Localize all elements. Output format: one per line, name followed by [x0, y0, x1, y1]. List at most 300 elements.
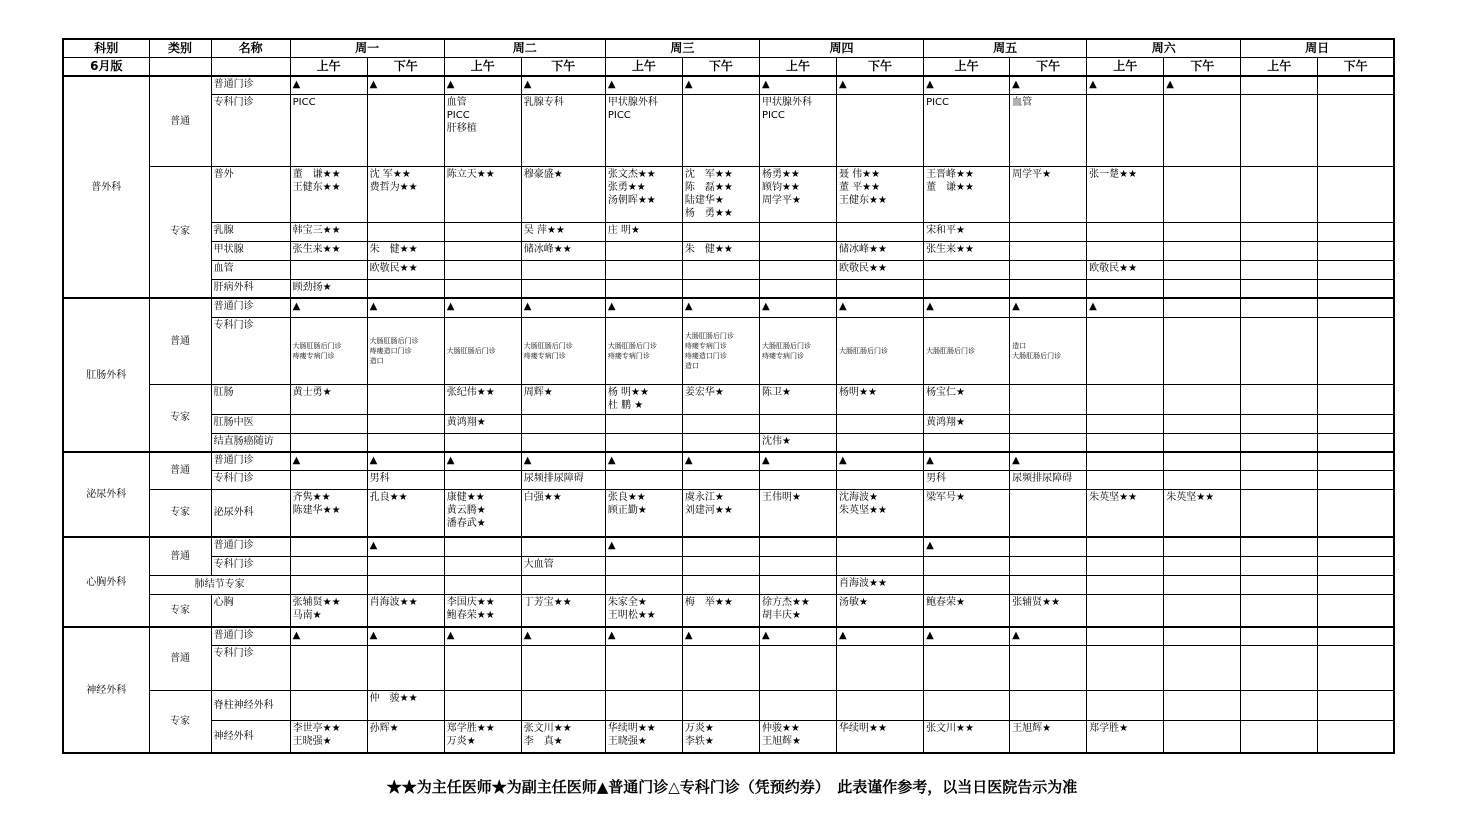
schedule-cell-am: 李国庆★★ 鲍春荣★★ — [444, 594, 521, 627]
schedule-cell-pm — [1318, 537, 1394, 556]
clinic-name: 乳腺 — [211, 222, 290, 241]
schedule-cell-pm — [521, 279, 605, 298]
schedule-cell-pm — [1010, 690, 1087, 720]
header-am: 上午 — [1087, 57, 1164, 76]
header-blank — [211, 57, 290, 76]
schedule-cell-am — [759, 279, 836, 298]
schedule-cell-pm — [1318, 433, 1394, 452]
schedule-cell-am — [1241, 470, 1318, 489]
schedule-cell-pm: ▲ — [521, 298, 605, 317]
schedule-cell-am — [759, 241, 836, 260]
schedule-cell-pm: ▲ — [367, 627, 444, 645]
schedule-cell-pm: 沈 军★★ 陈 磊★★ 陆建华★ 杨 勇★★ — [682, 166, 759, 222]
schedule-cell-am — [290, 556, 367, 575]
schedule-cell-am — [1087, 279, 1164, 298]
department-name: 肛肠外科 — [63, 298, 149, 452]
header-dept: 科别 — [63, 39, 149, 57]
schedule-cell-pm — [1010, 384, 1087, 414]
schedule-cell-pm — [1164, 470, 1241, 489]
schedule-cell-am: 杨勇★★ 顾钧★★ 周学平★ — [759, 166, 836, 222]
schedule-cell-pm — [367, 575, 444, 594]
schedule-cell-pm: 大肠肛肠后门诊 痔瘘专病门诊 痔瘘造口门诊 造口 — [682, 317, 759, 384]
schedule-cell-pm — [367, 94, 444, 166]
schedule-cell-pm — [1318, 489, 1394, 537]
schedule-cell-pm — [682, 645, 759, 690]
schedule-cell-am — [759, 537, 836, 556]
schedule-cell-am — [1087, 690, 1164, 720]
schedule-cell-am: 甲状腺外科 PICC — [605, 94, 682, 166]
schedule-cell-am — [1241, 645, 1318, 690]
schedule-cell-am: ▲ — [924, 76, 1010, 94]
schedule-cell-pm — [1164, 556, 1241, 575]
schedule-cell-am — [1087, 645, 1164, 690]
schedule-cell-am: 黄鸿翔★ — [924, 414, 1010, 433]
schedule-cell-pm — [521, 537, 605, 556]
schedule-cell-am: 大肠肛肠后门诊 痔瘘专病门诊 — [605, 317, 682, 384]
schedule-cell-pm: 梅 举★★ — [682, 594, 759, 627]
schedule-cell-am: 杨 明★★ 杜 鹏 ★ — [605, 384, 682, 414]
schedule-cell-am — [924, 645, 1010, 690]
header-day: 周二 — [444, 39, 605, 57]
schedule-cell-am — [1241, 298, 1318, 317]
schedule-cell-am: ▲ — [924, 537, 1010, 556]
schedule-cell-am — [1087, 317, 1164, 384]
schedule-cell-am — [290, 470, 367, 489]
schedule-cell-am — [759, 645, 836, 690]
outpatient-schedule-table — [62, 38, 1395, 754]
schedule-cell-pm: ▲ — [521, 452, 605, 470]
schedule-cell-pm — [1318, 222, 1394, 241]
schedule-cell-pm — [1318, 575, 1394, 594]
clinic-name: 普通门诊 — [211, 452, 290, 470]
schedule-cell-am: ▲ — [924, 627, 1010, 645]
schedule-cell-am — [1241, 94, 1318, 166]
schedule-cell-pm: 肖海波★★ — [837, 575, 924, 594]
schedule-cell-am — [605, 279, 682, 298]
schedule-cell-pm — [1318, 94, 1394, 166]
schedule-cell-pm — [367, 279, 444, 298]
schedule-cell-am: ▲ — [605, 452, 682, 470]
header-day: 周三 — [605, 39, 759, 57]
schedule-cell-pm — [1318, 279, 1394, 298]
clinic-name: 神经外科 — [211, 720, 290, 753]
schedule-cell-am: 男科 — [924, 470, 1010, 489]
schedule-cell-am — [759, 556, 836, 575]
schedule-cell-am — [444, 690, 521, 720]
schedule-cell-pm: 大血管 — [521, 556, 605, 575]
schedule-cell-am: ▲ — [605, 537, 682, 556]
schedule-cell-am — [290, 537, 367, 556]
schedule-cell-pm: 朱英坚★★ — [1164, 489, 1241, 537]
schedule-cell-am — [444, 433, 521, 452]
clinic-name: 普外 — [211, 166, 290, 222]
schedule-cell-pm: 大肠肛肠后门诊 痔瘘造口门诊 造口 — [367, 317, 444, 384]
schedule-cell-am — [759, 260, 836, 279]
schedule-cell-pm — [1164, 627, 1241, 645]
category-name: 专家 — [149, 594, 211, 627]
schedule-cell-am: ▲ — [759, 298, 836, 317]
schedule-cell-am: 康健★★ 黄云腾★ 潘春武★ — [444, 489, 521, 537]
clinic-name: 专科门诊 — [211, 556, 290, 575]
schedule-cell-pm — [1164, 690, 1241, 720]
category-name: 专家 — [149, 690, 211, 753]
header-am: 上午 — [444, 57, 521, 76]
schedule-cell-pm — [1318, 384, 1394, 414]
schedule-cell-am — [1087, 537, 1164, 556]
schedule-cell-am — [1087, 575, 1164, 594]
schedule-cell-am — [924, 433, 1010, 452]
clinic-name: 甲状腺 — [211, 241, 290, 260]
header-pm: 下午 — [367, 57, 444, 76]
schedule-cell-am — [1087, 241, 1164, 260]
schedule-cell-pm — [682, 575, 759, 594]
schedule-cell-am — [1087, 556, 1164, 575]
schedule-cell-pm: ▲ — [682, 452, 759, 470]
schedule-cell-am: 陈卫★ — [759, 384, 836, 414]
header-am: 上午 — [1241, 57, 1318, 76]
schedule-cell-pm — [521, 433, 605, 452]
schedule-cell-pm — [682, 433, 759, 452]
schedule-cell-am: 李世亭★★ 王晓强★ — [290, 720, 367, 753]
schedule-cell-pm — [1318, 76, 1394, 94]
schedule-cell-am — [605, 690, 682, 720]
schedule-cell-pm — [1010, 222, 1087, 241]
schedule-cell-pm — [1164, 537, 1241, 556]
schedule-cell-pm — [1318, 594, 1394, 627]
schedule-cell-pm — [837, 470, 924, 489]
schedule-cell-am — [1241, 241, 1318, 260]
version-label: 6月版 — [63, 57, 149, 76]
schedule-cell-am — [1241, 556, 1318, 575]
schedule-cell-am — [444, 575, 521, 594]
schedule-cell-am — [1087, 433, 1164, 452]
schedule-cell-am: 庄 明★ — [605, 222, 682, 241]
schedule-cell-am: 张纪伟★★ — [444, 384, 521, 414]
clinic-name: 泌尿外科 — [211, 489, 290, 537]
schedule-cell-pm — [1010, 537, 1087, 556]
schedule-cell-am: PICC — [290, 94, 367, 166]
header-blank — [149, 57, 211, 76]
schedule-cell-pm: 万炎★ 李轶★ — [682, 720, 759, 753]
schedule-cell-pm — [682, 222, 759, 241]
schedule-cell-pm: 聂 伟★★ 董 平★★ 王健东★★ — [837, 166, 924, 222]
schedule-cell-am — [924, 556, 1010, 575]
schedule-cell-pm — [367, 222, 444, 241]
schedule-cell-pm: 孙辉★ — [367, 720, 444, 753]
schedule-cell-pm — [1318, 452, 1394, 470]
schedule-cell-am: 张文杰★★ 张勇★★ 汤朝晖★★ — [605, 166, 682, 222]
schedule-cell-am — [1087, 452, 1164, 470]
schedule-cell-pm: ▲ — [367, 537, 444, 556]
schedule-cell-pm — [682, 556, 759, 575]
schedule-cell-am: 大肠肛肠后门诊 — [924, 317, 1010, 384]
schedule-cell-am — [1241, 76, 1318, 94]
schedule-cell-am — [605, 260, 682, 279]
schedule-cell-am: ▲ — [1087, 76, 1164, 94]
schedule-cell-pm — [1164, 384, 1241, 414]
schedule-cell-pm: ▲ — [837, 298, 924, 317]
schedule-cell-am: 黄士勇★ — [290, 384, 367, 414]
header-am: 上午 — [290, 57, 367, 76]
schedule-cell-am — [1241, 452, 1318, 470]
schedule-cell-am: 大肠肛肠后门诊 痔瘘专病门诊 — [290, 317, 367, 384]
schedule-cell-am: ▲ — [290, 298, 367, 317]
category-name: 肺结节专家 — [149, 575, 290, 594]
schedule-cell-am: 郑学胜★ — [1087, 720, 1164, 753]
schedule-cell-am: ▲ — [290, 452, 367, 470]
schedule-cell-pm — [682, 690, 759, 720]
schedule-cell-pm: 大肠肛肠后门诊 痔瘘专病门诊 — [521, 317, 605, 384]
schedule-cell-am — [605, 575, 682, 594]
schedule-cell-pm — [367, 645, 444, 690]
clinic-name: 结直肠癌随访 — [211, 433, 290, 452]
schedule-cell-am: 张一楚★★ — [1087, 166, 1164, 222]
schedule-cell-pm — [1164, 260, 1241, 279]
schedule-cell-am: 沈伟★ — [759, 433, 836, 452]
schedule-cell-am: ▲ — [444, 76, 521, 94]
header-am: 上午 — [605, 57, 682, 76]
schedule-cell-pm: 穆豪盛★ — [521, 166, 605, 222]
schedule-cell-pm — [1318, 298, 1394, 317]
schedule-cell-pm: 沈 军★★ 费哲为★★ — [367, 166, 444, 222]
schedule-cell-pm: 朱 健★★ — [682, 241, 759, 260]
schedule-cell-pm — [1318, 556, 1394, 575]
schedule-cell-am — [1241, 414, 1318, 433]
clinic-name: 专科门诊 — [211, 645, 290, 690]
schedule-cell-am: ▲ — [605, 298, 682, 317]
schedule-cell-am — [759, 575, 836, 594]
schedule-cell-am — [1241, 594, 1318, 627]
schedule-cell-am — [444, 241, 521, 260]
schedule-cell-am: 张良★★ 顾正勤★ — [605, 489, 682, 537]
schedule-cell-am: 朱英坚★★ — [1087, 489, 1164, 537]
schedule-cell-pm — [837, 433, 924, 452]
schedule-cell-pm — [521, 690, 605, 720]
schedule-cell-pm: ▲ — [837, 452, 924, 470]
schedule-cell-am — [444, 279, 521, 298]
schedule-cell-pm — [1010, 260, 1087, 279]
schedule-cell-pm: ▲ — [367, 298, 444, 317]
schedule-cell-am — [1241, 720, 1318, 753]
schedule-cell-pm: 血管 — [1010, 94, 1087, 166]
schedule-cell-pm — [837, 690, 924, 720]
schedule-cell-am: 杨宝仁★ — [924, 384, 1010, 414]
schedule-cell-pm: ▲ — [1010, 452, 1087, 470]
schedule-cell-pm: ▲ — [367, 452, 444, 470]
schedule-cell-pm: 欧敬民★★ — [367, 260, 444, 279]
schedule-cell-pm — [1010, 489, 1087, 537]
schedule-cell-pm — [367, 414, 444, 433]
schedule-cell-pm — [1164, 94, 1241, 166]
schedule-cell-pm: ▲ — [1010, 298, 1087, 317]
header-day: 周日 — [1241, 39, 1394, 57]
schedule-cell-pm: 朱 健★★ — [367, 241, 444, 260]
schedule-cell-am — [605, 414, 682, 433]
schedule-cell-am: 齐隽★★ 陈建华★★ — [290, 489, 367, 537]
schedule-cell-am: ▲ — [290, 627, 367, 645]
schedule-cell-pm: 汤敏★ — [837, 594, 924, 627]
clinic-name: 心胸 — [211, 594, 290, 627]
schedule-cell-am — [1087, 470, 1164, 489]
schedule-cell-am: 张生来★★ — [924, 241, 1010, 260]
schedule-cell-pm — [837, 556, 924, 575]
schedule-cell-pm — [837, 414, 924, 433]
category-name: 普通 — [149, 537, 211, 575]
schedule-cell-pm — [367, 556, 444, 575]
schedule-cell-am: 梁军号★ — [924, 489, 1010, 537]
schedule-cell-pm — [1010, 645, 1087, 690]
schedule-cell-am: 大肠肛肠后门诊 痔瘘专病门诊 — [759, 317, 836, 384]
schedule-cell-am: ▲ — [924, 452, 1010, 470]
schedule-cell-pm — [1164, 575, 1241, 594]
header-name: 名称 — [211, 39, 290, 57]
schedule-cell-pm: 沈海波★ 朱英坚★★ — [837, 489, 924, 537]
schedule-cell-am: ▲ — [759, 76, 836, 94]
schedule-cell-am — [1241, 575, 1318, 594]
schedule-cell-pm — [1318, 720, 1394, 753]
schedule-cell-am — [759, 414, 836, 433]
schedule-cell-am — [605, 556, 682, 575]
schedule-cell-am — [605, 470, 682, 489]
schedule-cell-pm: 肖海波★★ — [367, 594, 444, 627]
schedule-cell-pm — [1164, 720, 1241, 753]
schedule-cell-pm — [1164, 452, 1241, 470]
schedule-cell-am — [1241, 489, 1318, 537]
clinic-name: 肛肠 — [211, 384, 290, 414]
schedule-cell-pm — [1164, 279, 1241, 298]
schedule-cell-am — [1241, 317, 1318, 384]
schedule-cell-pm — [837, 222, 924, 241]
schedule-cell-pm: 乳腺专科 — [521, 94, 605, 166]
schedule-cell-pm: ▲ — [1164, 76, 1241, 94]
schedule-cell-pm — [1318, 241, 1394, 260]
schedule-cell-am — [290, 690, 367, 720]
schedule-cell-pm — [1164, 166, 1241, 222]
schedule-cell-pm: 周学平★ — [1010, 166, 1087, 222]
header-day: 周六 — [1087, 39, 1241, 57]
schedule-cell-pm: ▲ — [367, 76, 444, 94]
header-pm: 下午 — [521, 57, 605, 76]
schedule-cell-pm: ▲ — [682, 627, 759, 645]
header-category: 类别 — [149, 39, 211, 57]
schedule-cell-pm: ▲ — [682, 298, 759, 317]
schedule-cell-pm — [1164, 645, 1241, 690]
schedule-cell-am: ▲ — [924, 298, 1010, 317]
schedule-cell-am: 王伟明★ — [759, 489, 836, 537]
schedule-cell-am — [1241, 537, 1318, 556]
schedule-cell-am — [1241, 260, 1318, 279]
schedule-cell-am: ▲ — [444, 627, 521, 645]
schedule-cell-am: 顾劲扬★ — [290, 279, 367, 298]
schedule-cell-am: 韩宝三★★ — [290, 222, 367, 241]
schedule-cell-am: 血管 PICC 肝移植 — [444, 94, 521, 166]
header-am: 上午 — [759, 57, 836, 76]
schedule-cell-pm — [837, 279, 924, 298]
schedule-cell-pm — [521, 645, 605, 690]
schedule-cell-pm — [682, 94, 759, 166]
header-day: 周四 — [759, 39, 923, 57]
schedule-cell-pm: ▲ — [837, 76, 924, 94]
header-pm: 下午 — [1010, 57, 1087, 76]
schedule-cell-pm — [682, 470, 759, 489]
schedule-cell-pm: ▲ — [1010, 627, 1087, 645]
header-am: 上午 — [924, 57, 1010, 76]
clinic-name: 专科门诊 — [211, 317, 290, 384]
schedule-cell-am: 陈立天★★ — [444, 166, 521, 222]
schedule-cell-am: 朱家全★ 王明松★★ — [605, 594, 682, 627]
schedule-cell-am: 宋和平★ — [924, 222, 1010, 241]
schedule-cell-pm — [1164, 298, 1241, 317]
schedule-cell-am: 董 谦★★ 王健东★★ — [290, 166, 367, 222]
schedule-cell-am: ▲ — [605, 76, 682, 94]
clinic-name: 普通门诊 — [211, 76, 290, 94]
schedule-cell-pm — [837, 645, 924, 690]
schedule-cell-pm — [837, 94, 924, 166]
schedule-cell-pm: 虞永江★ 刘建河★★ — [682, 489, 759, 537]
schedule-cell-pm: 造口 大肠肛肠后门诊 — [1010, 317, 1087, 384]
schedule-cell-pm: 大肠肛肠后门诊 — [837, 317, 924, 384]
schedule-cell-am: 仲骏★★ 王旭辉★ — [759, 720, 836, 753]
department-name: 心胸外科 — [63, 537, 149, 627]
schedule-cell-pm: 杨明★★ — [837, 384, 924, 414]
schedule-cell-pm — [1318, 470, 1394, 489]
category-name: 专家 — [149, 166, 211, 298]
category-name: 普通 — [149, 298, 211, 384]
schedule-cell-pm — [1318, 414, 1394, 433]
schedule-cell-am — [1087, 222, 1164, 241]
schedule-cell-pm: 储冰峰★★ — [521, 241, 605, 260]
schedule-cell-am — [1087, 94, 1164, 166]
schedule-cell-am — [444, 222, 521, 241]
schedule-cell-pm — [1010, 279, 1087, 298]
schedule-cell-am — [924, 690, 1010, 720]
header-day: 周五 — [924, 39, 1087, 57]
schedule-cell-am — [290, 575, 367, 594]
schedule-cell-pm: 周辉★ — [521, 384, 605, 414]
schedule-cell-pm — [1010, 575, 1087, 594]
schedule-cell-pm — [1318, 690, 1394, 720]
schedule-cell-am — [605, 241, 682, 260]
schedule-cell-pm — [1318, 260, 1394, 279]
legend-note: ★★为主任医师★为副主任医师▲普通门诊△专科门诊（凭预约券） 此表谨作参考，以当日医院告示为准 — [386, 778, 1078, 796]
clinic-name: 普通门诊 — [211, 537, 290, 556]
schedule-cell-am — [759, 470, 836, 489]
schedule-cell-am — [1241, 279, 1318, 298]
schedule-cell-pm: 孔良★★ — [367, 489, 444, 537]
schedule-cell-pm — [1164, 414, 1241, 433]
schedule-cell-pm: 欧敬民★★ — [837, 260, 924, 279]
category-name: 普通 — [149, 452, 211, 489]
schedule-cell-am — [924, 260, 1010, 279]
schedule-cell-am: 黄鸿翔★ — [444, 414, 521, 433]
schedule-cell-pm — [682, 279, 759, 298]
schedule-cell-pm — [367, 384, 444, 414]
schedule-cell-am — [290, 260, 367, 279]
schedule-cell-pm: 华续明★★ — [837, 720, 924, 753]
schedule-cell-am — [1241, 384, 1318, 414]
schedule-cell-pm — [1164, 241, 1241, 260]
schedule-cell-am — [1087, 414, 1164, 433]
schedule-cell-am: ▲ — [759, 452, 836, 470]
schedule-cell-pm: 尿频排尿障碍 — [521, 470, 605, 489]
schedule-cell-pm — [1318, 166, 1394, 222]
header-day: 周一 — [290, 39, 444, 57]
schedule-cell-am — [924, 575, 1010, 594]
schedule-cell-am — [444, 470, 521, 489]
header-pm: 下午 — [1318, 57, 1394, 76]
clinic-name: 脊柱神经外科 — [211, 690, 290, 720]
schedule-cell-am: 欧敬民★★ — [1087, 260, 1164, 279]
